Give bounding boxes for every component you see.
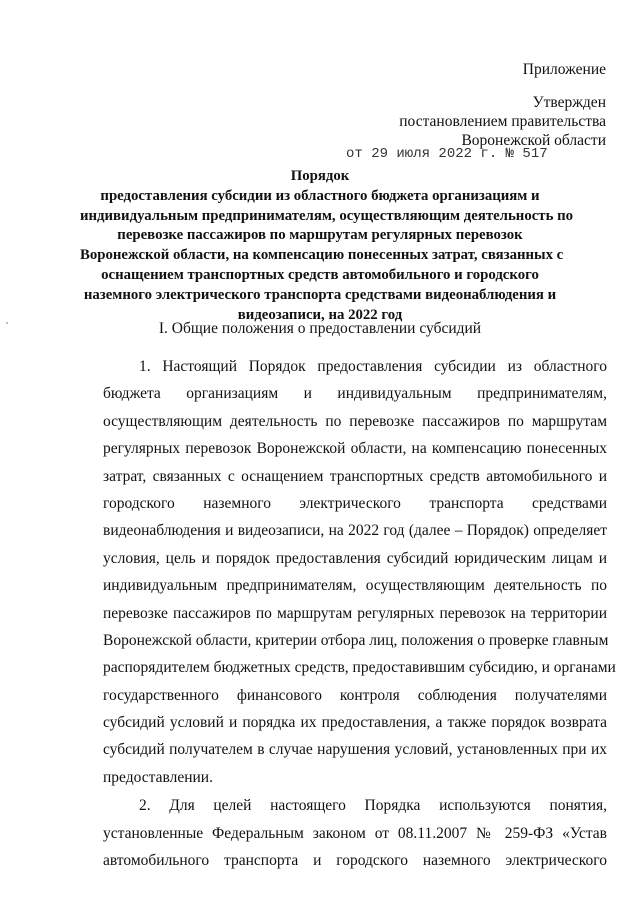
paragraph-2-line: 2. Для целей настоящего Порядка используются понятия, bbox=[139, 797, 607, 815]
approval-block bbox=[399, 93, 606, 150]
paragraph-1-line: перевозке пассажиров по маршрутам регулярных перевозок на территории bbox=[103, 604, 607, 622]
paragraph-1-line: 1. Настоящий Порядок предоставления субсидии из областного bbox=[139, 358, 607, 375]
paragraph-1-line: государственного финансового контроля соблюдения получателями bbox=[103, 686, 607, 704]
paragraph-1-line: осуществляющим деятельность по перевозке пассажиров по маршрутам bbox=[103, 412, 607, 430]
title-line: Воронежской области, на компенсацию понесенных затрат, связанных с bbox=[80, 247, 564, 264]
paragraph-1-line: условия, цель и порядок предоставления субсидий юридическим лицам и bbox=[103, 549, 607, 567]
document-title bbox=[80, 167, 574, 325]
section-heading: I. Общие положения о предоставлении субсидий bbox=[158, 320, 482, 337]
paragraph-1-line: предоставлении. bbox=[103, 768, 213, 786]
appendix-label: Приложение bbox=[522, 61, 606, 78]
paragraph-1-line: Воронежской области, критерии отбора лиц, положения о проверке главным bbox=[103, 631, 609, 649]
paragraph-1-line: затрат, связанных с оснащением транспортных средств автомобильного и bbox=[103, 467, 607, 485]
title-line: видеозаписи, на 2022 год bbox=[237, 306, 403, 323]
paragraph-2-line: установленные Федеральным законом от 08.11.2007 № 259-ФЗ «Устав bbox=[103, 824, 607, 842]
title-line: перевозке пассажиров по маршрутам регулярных перевозок bbox=[117, 227, 523, 244]
title-line: Порядок bbox=[290, 168, 350, 184]
paragraph-1-line: распорядителем бюджетных средств, предоставившим субсидию, и органами bbox=[103, 659, 616, 677]
title-line: оснащением транспортных средств автомобильного и городского bbox=[101, 266, 539, 283]
paragraph-1-line: регулярных перевозок Воронежской области, на компенсацию понесенных bbox=[103, 440, 607, 458]
title-line: наземного электрического транспорта средствами видеонаблюдения и bbox=[83, 286, 557, 303]
paragraph-1-line: видеонаблюдения и видеозаписи, на 2022 год (далее – Порядок) определяет bbox=[103, 522, 607, 540]
paragraph-1-line: индивидуальным предпринимателям, осуществляющим деятельность по bbox=[103, 577, 607, 595]
paragraph-1-line: городского наземного электрического транспорта средствами bbox=[103, 494, 607, 512]
title-line: индивидуальным предпринимателям, осуществляющим деятельность по bbox=[80, 207, 574, 224]
date-number-stamp: от 29 июля 2022 г. № 517 bbox=[346, 146, 548, 162]
paragraph-1-line: субсидий условий и порядка их предоставления, а также порядок возврата bbox=[103, 714, 607, 732]
title-line: предоставления субсидии из областного бюджета организациям и bbox=[100, 187, 540, 204]
approval-line: Утвержден bbox=[532, 94, 606, 111]
paragraph-2-line: автомобильного транспорта и городского наземного электрического bbox=[103, 852, 607, 870]
paragraph-1-line: субсидий получателем в случае нарушения условий, установленных при их bbox=[103, 741, 607, 759]
approval-line: постановлением правительства bbox=[399, 113, 606, 130]
approval-line: Воронежской области bbox=[461, 132, 606, 149]
paragraph-1-line: бюджета организациям и индивидуальным предпринимателям, bbox=[103, 385, 607, 403]
body-text bbox=[103, 353, 616, 874]
